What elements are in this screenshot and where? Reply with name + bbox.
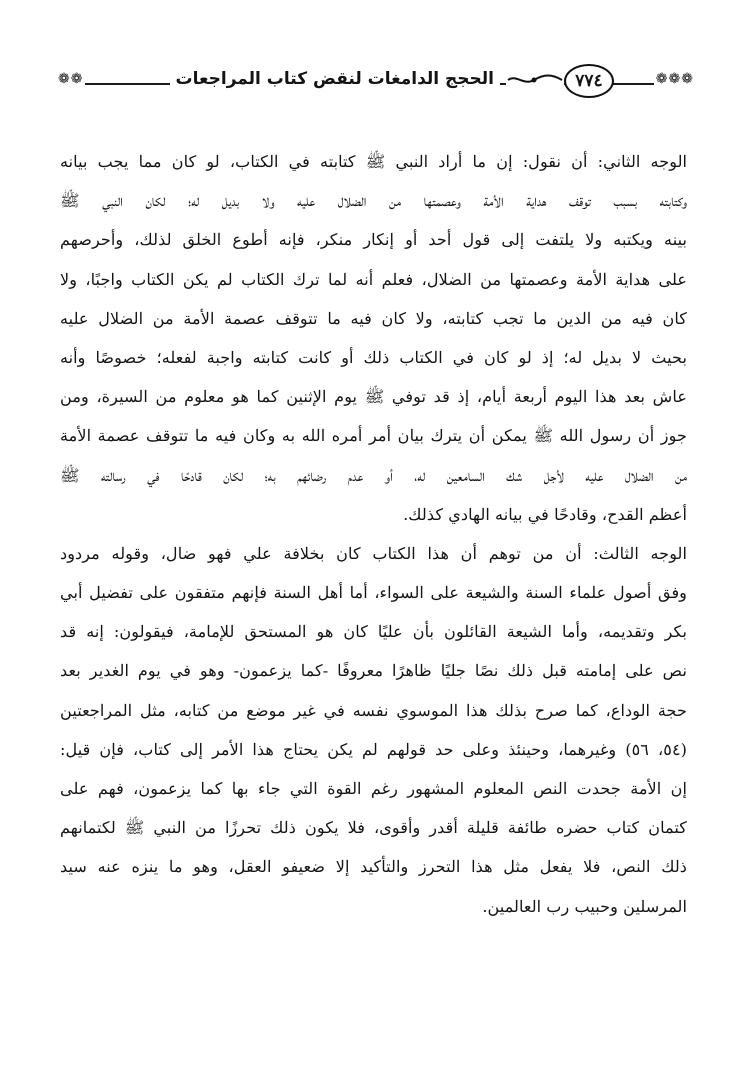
text-line: كان فيه من الدين ما تجب كتابته، ولا كان فيه ما تتوقف عصمة الأمة من الضلال عليه [60, 308, 687, 328]
text-line: أعظم القدح، وقادحًا في بيانه الهادي كذلك. [403, 504, 687, 524]
text-line: جوز أن رسول الله ﷺ يمكن أن يترك بيان أمر أمره الله به وكان فيه ما تتوقف عصمة الأمة [60, 426, 687, 446]
text-line: بينه ويكتبه ولا يلتفت إلى قول أحد أو إنكار منكر، فإنه أطوع الخلق لذلك، وأحرصهم [60, 230, 687, 250]
text-line: الوجه الثالث: أن من توهم أن هذا الكتاب كان بخلافة علي فهو ضال، وقوله مردود [60, 543, 687, 563]
header-ornament-right-icon: ❁❁❁ [655, 71, 694, 87]
text-line: بكر وتقديمه، وأما الشيعة القائلون بأن عليًا كان هو المستحق للإمامة، فيقولون: إنه قد [60, 622, 687, 642]
text-line: الوجه الثاني: أن نقول: إن ما أراد النبي ﷺ كتابته في الكتاب، لو كان مما يجب بيانه [60, 152, 687, 171]
text-line: بحيث لا بديل له؛ إذ لو كان في الكتاب ذلك أو كانت كتابته واجبة لفعله؛ خصوصًا وأنه [60, 347, 687, 367]
text-line: على هداية الأمة وعصمتها من الضلال، فعلم أنه لما ترك الكتاب لم يكن الكتاب واجبًا، ولا [60, 269, 687, 289]
text-line: حجة الوداع، كما صرح بذلك هذا الموسوي نفسه في غير موضع من كتابه، مثل المراجعتين [60, 700, 687, 720]
text-line: ذلك النص، فلا يفعل مثل هذا التحرز والتأكيد إلا ضعيفو العقل، وهو ما ينزه عنه سيد [60, 857, 687, 877]
text-line: نص على إمامته قبل ذلك نصًا جليًا ظاهرًا معروفًا -كما يزعمون- وهو في يوم الغدير بعد [60, 661, 687, 681]
text-line: إن الأمة جحدت النص المعلوم المشهور رغم القوة التي جاء بها كما يزعمون، فهم على [60, 779, 687, 798]
text-line: عاش بعد هذا اليوم أربعة أيام، إذ قد توفي ﷺ يوم الإثنين كما هو معلوم من السيرة، ومن [60, 387, 687, 407]
body-text [60, 142, 687, 926]
page-header [56, 60, 696, 96]
text-line: وكتابته بسبب توقف هداية الأمة وعصمتها من الضلال عليه ولا بديل له؛ لكان النبي ﷺ [60, 191, 687, 211]
page-number: ٧٧٤ [564, 64, 614, 98]
header-flourish-icon [506, 72, 564, 88]
header-ornament-left-icon: ❁❁ [58, 71, 84, 87]
text-line: (٥٤، ٥٦) وغيرهما، وحينئذ وعلى حد قولهم لم يكن يحتاج هذا الأمر إلى كتاب، فإن قيل: [60, 739, 687, 759]
text-line: من الضلال عليه لأجل شك السامعين له، أو عدم رضائهم به؛ لكان قادحًا في رسالته ﷺ [60, 465, 687, 485]
text-line: كتمان كتاب حضره طائفة قليلة أقدر وأقوى، فلا يكون ذلك تحرزًا من النبي ﷺ لكتمانهم [60, 818, 687, 838]
text-line: وفق أصول علماء السنة والشيعة على السواء، أما أهل السنة فإنهم متفقون على تفضيل أبي [60, 583, 687, 603]
text-line: المرسلين وحبيب رب العالمين. [482, 896, 687, 916]
header-title: الحجج الدامغات لنقض كتاب المراجعات [170, 66, 500, 92]
